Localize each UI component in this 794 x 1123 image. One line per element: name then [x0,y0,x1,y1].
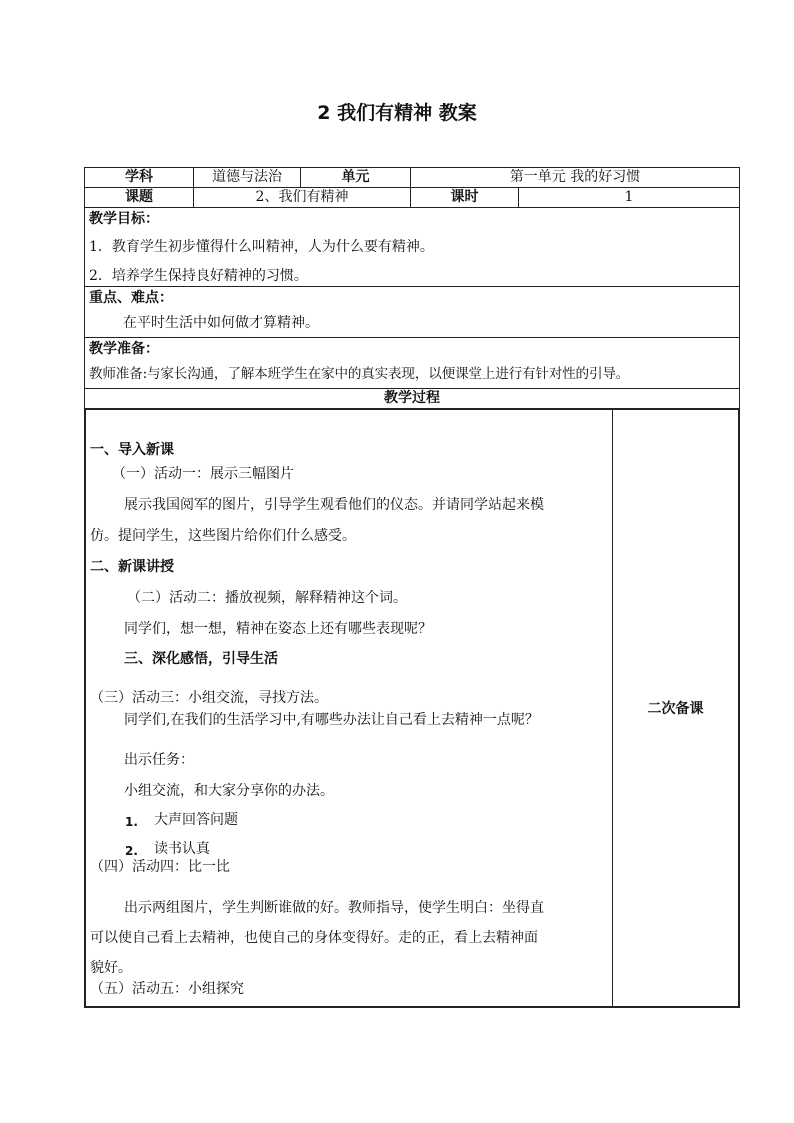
process-line: 出示两组图片，学生判断谁做的好。教师指导，使学生明白：坐得直 [124,900,544,916]
subject-value: 道德与法治 [194,168,301,188]
unit-label: 单元 [301,168,411,188]
topic-value: 2、我们有精神 [194,188,411,208]
process-line: 二、新课讲授 [90,559,174,575]
process-content [86,410,613,1007]
process-line: 大声回答问题 [154,812,238,828]
secondary-prep-heading: 二次备课 [647,700,704,717]
goal-item: 2．培养学生保持良好精神的习惯。 [89,268,308,284]
hours-value: 1 [519,188,740,208]
lesson-plan-table [84,167,740,1008]
preparation-text: 教师准备:与家长沟通，了解本班学生在家中的真实表现，以便课堂上进行有针对性的引导。 [89,366,630,382]
key-points-text: 在平时生活中如何做才算精神。 [123,315,319,331]
process-line: （二）活动二：播放视频，解释精神这个词。 [127,590,407,606]
page-title: 2 我们有精神 教案 [317,102,477,124]
process-line: （四）活动四：比一比 [90,859,230,875]
process-line: 出示任务： [124,752,194,768]
list-number: 1. [125,815,138,829]
process-line: 一、导入新课 [90,442,174,458]
process-line: 貌好。 [90,960,132,976]
process-section [85,409,740,1008]
preparation-heading: 教学准备： [89,341,159,357]
process-line: （一）活动一：展示三幅图片 [112,466,294,482]
process-line: 三、深化感悟，引导生活 [124,651,278,667]
process-line: 可以使自己看上去精神，也使自己的身体变得好。走的正，看上去精神面 [90,930,538,946]
unit-value: 第一单元 我的好习惯 [411,168,740,188]
process-line: 小组交流，和大家分享你的办法。 [124,783,334,799]
process-line: 同学们，想一想，精神在姿态上还有哪些表现呢？ [124,621,432,637]
hours-label: 课时 [411,188,519,208]
process-line: 读书认真 [154,841,210,857]
key-points-section [85,287,740,338]
process-line: （三）活动三：小组交流，寻找方法。 [90,690,328,706]
list-number: 2. [125,844,138,858]
goals-heading: 教学目标： [89,211,159,227]
topic-label: 课题 [85,188,194,208]
secondary-prep-column [613,410,739,1007]
process-line: （五）活动五：小组探究 [90,981,244,997]
process-heading: 教学过程 [85,389,740,409]
goals-section [85,208,740,287]
process-line: 展示我国阅军的图片，引导学生观看他们的仪态。并请同学站起来模 [124,497,544,513]
subject-label: 学科 [85,168,194,188]
key-points-heading: 重点、难点： [89,290,173,306]
process-line: 同学们,在我们的生活学习中,有哪些办法让自己看上去精神一点呢？ [124,712,539,728]
process-line: 仿。提问学生，这些图片给你们什么感受。 [90,528,356,544]
preparation-section [85,338,740,389]
goal-item: 1．教育学生初步懂得什么叫精神，人为什么要有精神。 [89,239,434,255]
